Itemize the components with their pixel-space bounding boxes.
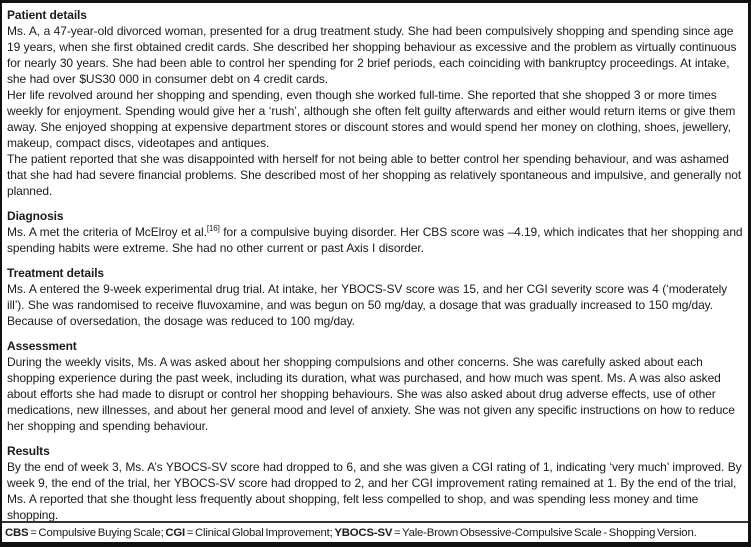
section-heading-treatment-details: Treatment details [7,266,105,280]
abbreviation-cbs [5,527,165,539]
diagnosis-text-after-reference: for a compulsive buying disorder. Her CBS score was –4.19, which indicates that her shopping and spending habits were extreme. She had no other current or past Axis I disorder. [7,225,743,255]
section-patient-details [7,7,743,199]
section-heading-diagnosis: Diagnosis [7,209,64,223]
section-heading-patient-details: Patient details [7,8,87,22]
abbreviation-definition: = Clinical Global Improvement; [184,527,335,539]
section-results [7,443,743,521]
paragraph: Ms. A entered the 9-week experimental drug trial. At intake, her YBOCS-SV score was 15, and her CGI severity score was 4 (‘moderately ill’). She was randomised to receive fluvoxamine, and was begun on 50 mg/day, a dosage that was gradually increased to 150 mg/day. Because of oversedation, the dosage was reduced to 100 mg/day. [7,282,728,328]
paragraph: During the weekly visits, Ms. A was asked about her shopping compulsions and other concerns. She was carefully asked about each shopping experience during the past week, including its duration, what was purchased, and how much was spent. Ms. A was also asked about efforts she had made to disrupt or control her shopping behaviours. She was also asked about drug adverse effects, use of other medications, new illnesses, and about her general mood and level of anxiety. She was not given any specific instructions on how to reduce her shopping and spending behaviour. [7,355,735,433]
section-diagnosis [7,208,743,256]
diagnosis-text-before-reference: Ms. A met the criteria of McElroy et al. [7,225,207,239]
abbreviation-term: CBS [5,527,29,539]
paragraph: Ms. A, a 47-year-old divorced woman, presented for a drug treatment study. She had been compulsively shopping and spending since age 19 years, when she first obtained credit cards. She described her shopping behaviour as excessive and the problem as virtually continuous for nearly 30 years. She had been able to control her spending for 2 brief periods, each coinciding with bankruptcy proceedings. At intake, she had over $US30 000 in consumer debt on 4 credit cards. [7,24,737,86]
paragraph: Her life revolved around her shopping and spending, even though she worked full-time. She reported that she shopped 3 or more times weekly for enjoyment. Spending would give her a ‘rush’, although she often felt guilty afterwards and either would return items or give them away. She enjoyed shopping at expensive department stores or discount stores and would spend her money on clothing, shoes, jewellery, makeup, compact discs, videotapes and antiques. [7,88,736,150]
abbreviation-definition: = Compulsive Buying Scale; [28,527,166,539]
reference-marker: [16] [206,224,220,233]
paragraph: By the end of week 3, Ms. A’s YBOCS-SV score had dropped to 6, and she was given a CGI rating of 1, indicating ‘very much’ improved. By week 9, the end of the trial, her YBOCS-SV score had dropped to 2, and her CGI improvement rating remained at 1. By the end of the trial, Ms. A reported that she thought less frequently about shopping, felt less compelled to shop, and was spending less money and time shopping. [7,460,742,521]
abbreviation-ybocs-sv [334,527,696,539]
section-treatment-details [7,265,743,329]
paragraph [7,224,743,256]
abbreviation-cgi [165,527,334,539]
case-report-content [2,3,748,521]
abbreviation-definition: = Yale-Brown Obsessive-Compulsive Scale - Shopping Version. [392,527,697,539]
section-heading-assessment: Assessment [7,339,77,353]
abbreviation-term: YBOCS-SV [334,527,393,539]
section-heading-results: Results [7,444,50,458]
paragraph: The patient reported that she was disappointed with herself for not being able to better control her spending behaviour, and was ashamed that she had had severe financial problems. She described most of her shopping as relatively spontaneous and impulsive, and generally not planned. [7,152,742,198]
abbreviation-term: CGI [165,527,185,539]
abbreviations-footer [2,521,748,542]
section-assessment [7,338,743,434]
